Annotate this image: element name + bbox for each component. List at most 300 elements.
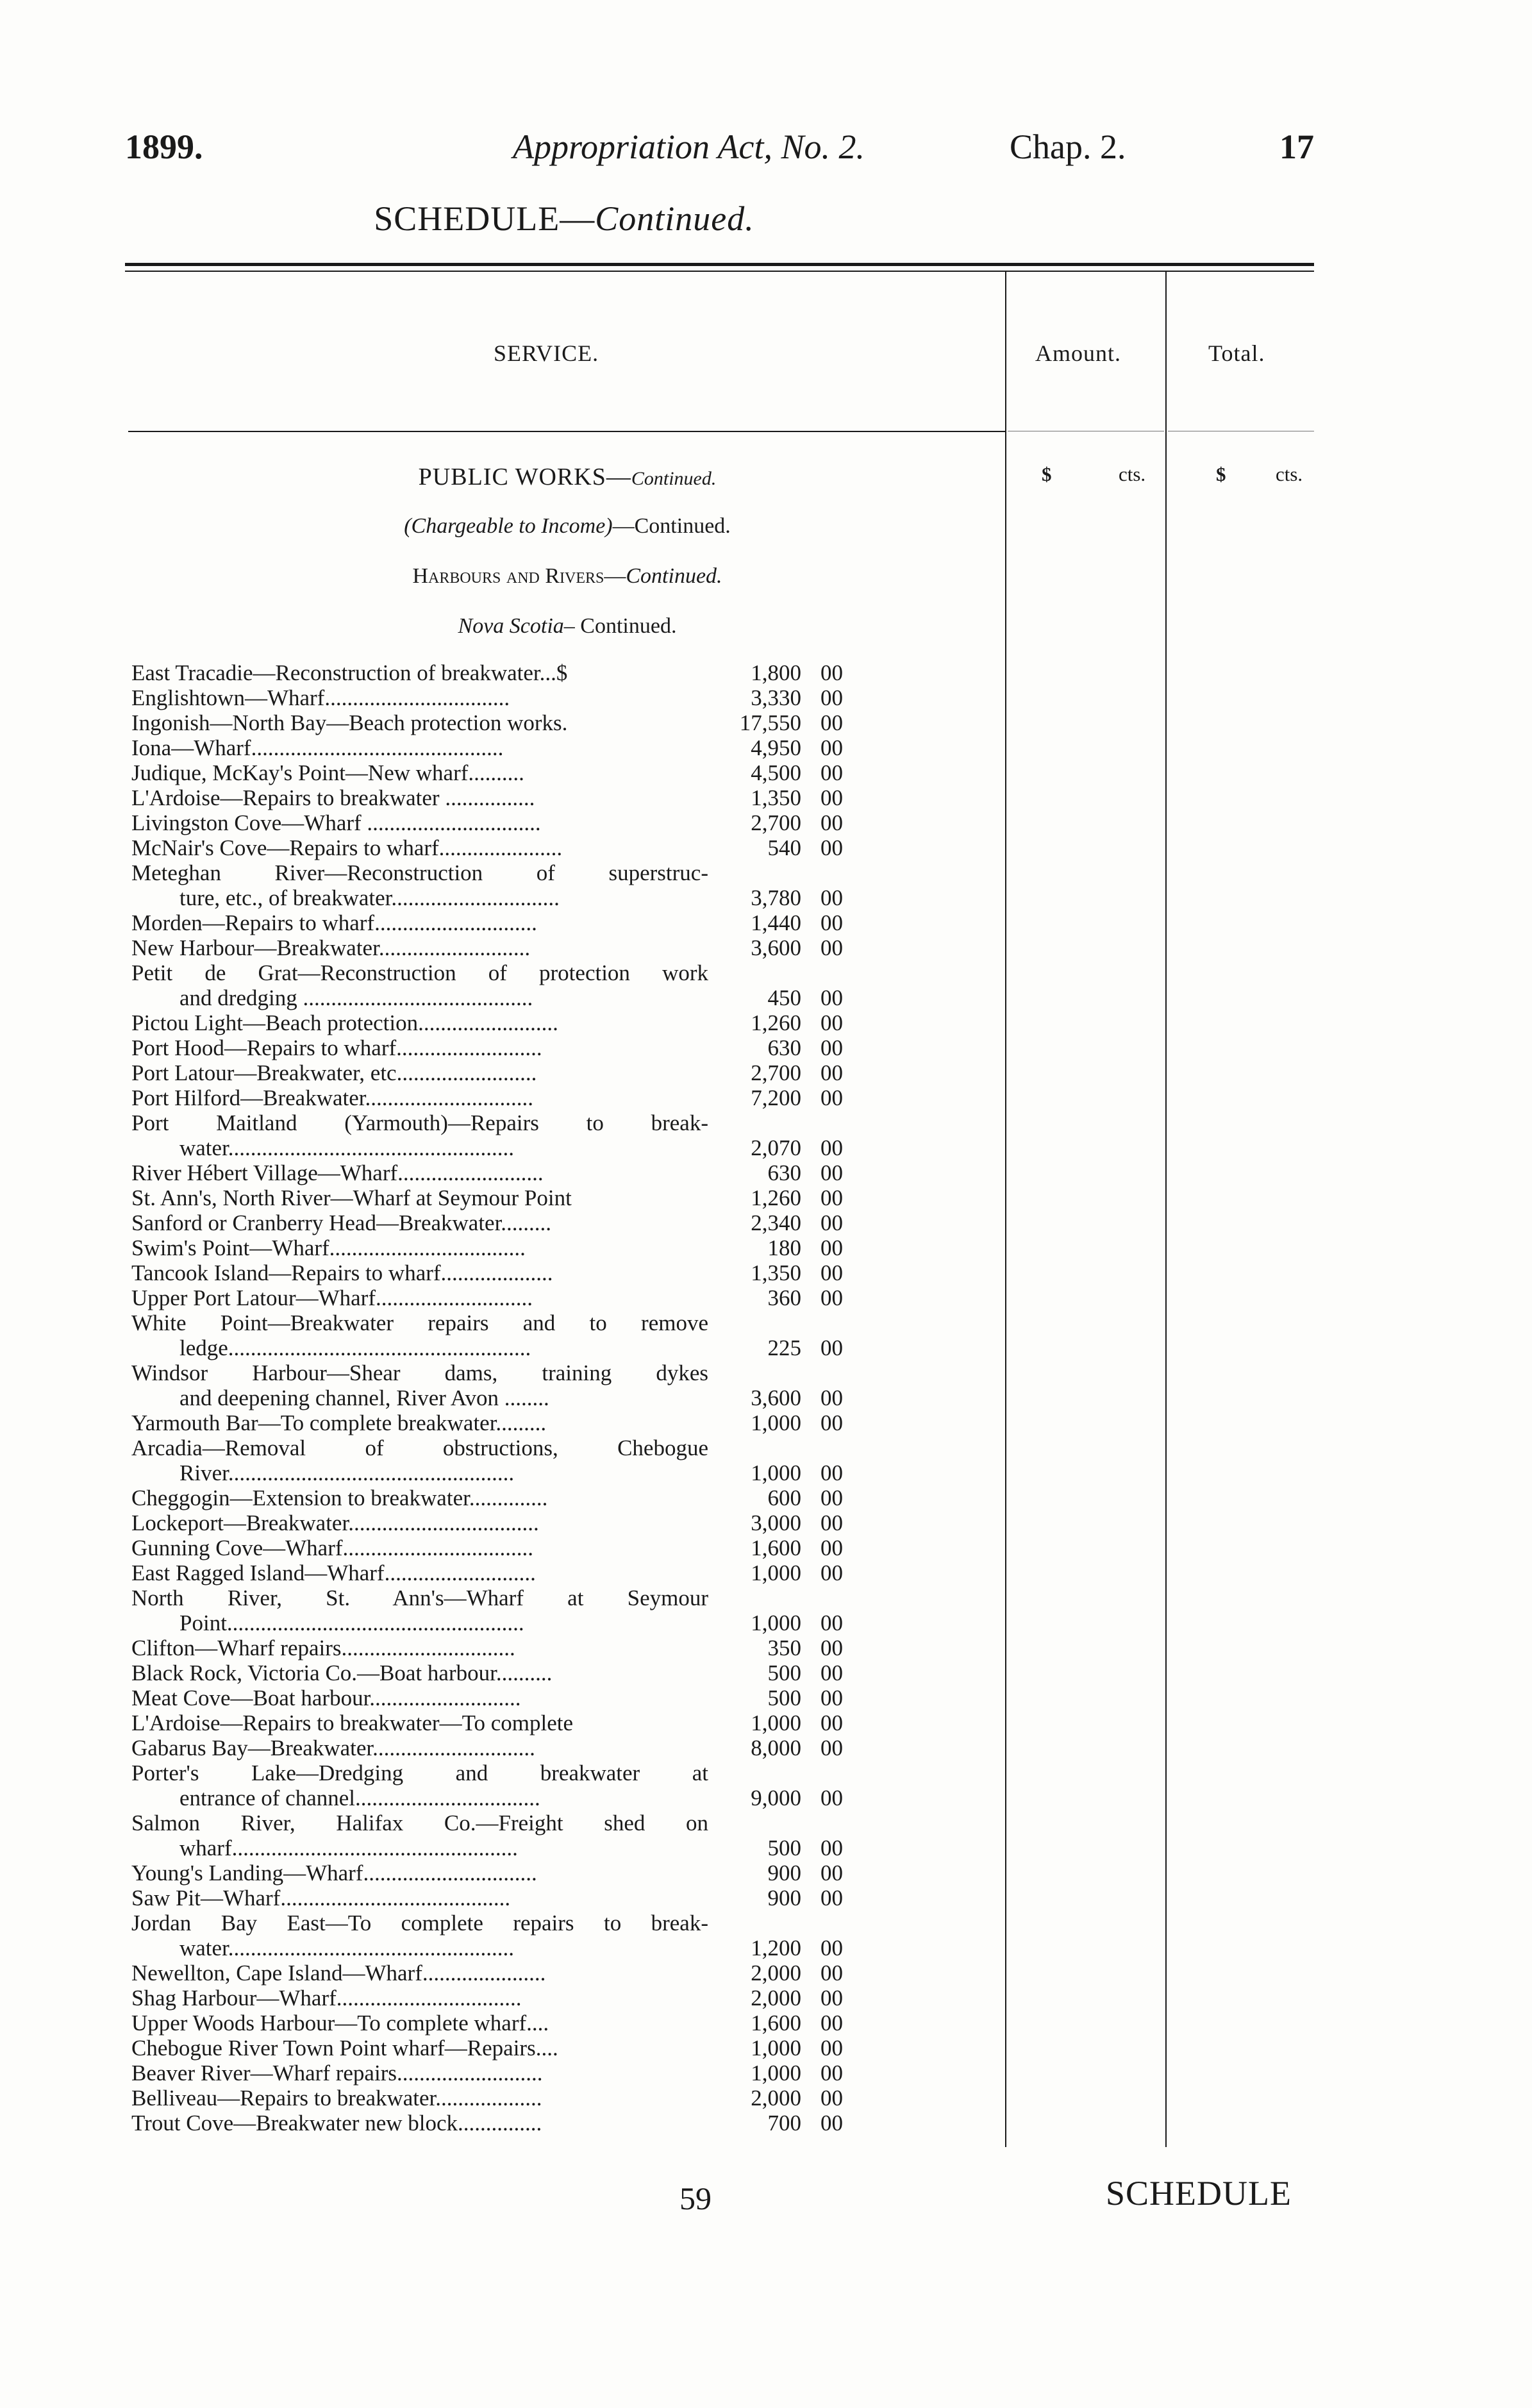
- entry-amount: [715, 685, 843, 710]
- entry-dollars: 3,780: [751, 885, 801, 910]
- table-row: [131, 860, 843, 885]
- entry-dollars: 1,260: [751, 1185, 801, 1210]
- column-divider-total: [1165, 272, 1167, 2147]
- entry-cents: 00: [820, 1285, 843, 1310]
- entry-description: Upper Woods Harbour—To complete wharf....: [131, 2011, 549, 2036]
- amount-cents-unit: cts.: [1119, 463, 1146, 485]
- table-row: [131, 1635, 843, 1660]
- entry-amount: [715, 2061, 843, 2086]
- table-row: [131, 1610, 843, 1635]
- entry-description: St. Ann's, North River—Wharf at Seymour Point: [131, 1185, 572, 1210]
- entry-cents: 00: [820, 1160, 843, 1185]
- entry-amount: [715, 1961, 843, 1986]
- entry-dollars: 500: [767, 1835, 801, 1860]
- entry-dollars: 1,000: [751, 1710, 801, 1735]
- table-row: [131, 960, 843, 985]
- entry-dollars: 3,330: [751, 685, 801, 710]
- entry-description: and deepening channel, River Avon ........: [179, 1385, 549, 1410]
- entry-dollars: 1,600: [751, 2011, 801, 2036]
- entry-cents: 00: [820, 1835, 843, 1860]
- entry-description: White Point—Breakwater repairs and to remove: [131, 1310, 708, 1335]
- entry-description: Gabarus Bay—Breakwater.............................: [131, 1735, 535, 1760]
- entry-cents: 00: [820, 2011, 843, 2036]
- entry-amount: [715, 1310, 843, 1335]
- entry-amount: [715, 1785, 843, 1810]
- entry-dollars: 700: [767, 2111, 801, 2136]
- entry-description: Upper Port Latour—Wharf............................: [131, 1285, 533, 1310]
- entry-dollars: 4,500: [751, 760, 801, 785]
- entry-dollars: 2,000: [751, 1961, 801, 1986]
- running-head: [125, 127, 1314, 172]
- entry-amount: [715, 1510, 843, 1535]
- entry-cents: 00: [820, 1485, 843, 1510]
- entry-description: Lockeport—Breakwater..................................: [131, 1510, 539, 1535]
- entry-description: Yarmouth Bar—To complete breakwater.........: [131, 1410, 547, 1435]
- entry-cents: 00: [820, 1460, 843, 1485]
- table-row: [131, 1885, 843, 1911]
- entry-dollars: 3,600: [751, 1385, 801, 1410]
- entry-amount: [715, 785, 843, 810]
- column-heading-amount: Amount.: [1035, 340, 1122, 366]
- entry-amount: [715, 1610, 843, 1635]
- entry-amount: [715, 1560, 843, 1585]
- entry-cents: 00: [820, 1610, 843, 1635]
- entry-description: Ingonish—North Bay—Beach protection works.: [131, 710, 568, 735]
- entry-cents: 00: [820, 1235, 843, 1260]
- entry-description: wharf...................................................: [179, 1835, 518, 1860]
- entry-amount: [715, 1760, 843, 1785]
- entry-dollars: 500: [767, 1660, 801, 1685]
- total-dollar-unit: $: [1216, 463, 1226, 485]
- column-heading-total: Total.: [1208, 340, 1265, 366]
- table-row: [131, 1460, 843, 1485]
- table-row: [131, 1260, 843, 1285]
- table-row: [131, 1385, 843, 1410]
- entry-cents: 00: [820, 935, 843, 960]
- table-row: [131, 1135, 843, 1160]
- table-row: [131, 1835, 843, 1860]
- top-rule-thick: [125, 263, 1314, 266]
- table-row: [131, 1760, 843, 1785]
- table-row: [131, 1285, 843, 1310]
- entry-amount: [715, 1535, 843, 1560]
- table-row: [131, 1785, 843, 1810]
- table-row: [131, 685, 843, 710]
- table-row: [131, 1535, 843, 1560]
- entry-cents: 00: [820, 1986, 843, 2011]
- entry-amount: [715, 1235, 843, 1260]
- entry-description: Porter's Lake—Dredging and breakwater at: [131, 1760, 708, 1785]
- entry-amount: [715, 1986, 843, 2011]
- entry-cents: 00: [820, 1560, 843, 1585]
- entry-dollars: 1,000: [751, 1410, 801, 1435]
- entry-dollars: 1,000: [751, 2036, 801, 2061]
- entry-dollars: 2,700: [751, 810, 801, 835]
- entry-description: Clifton—Wharf repairs...............................: [131, 1635, 515, 1660]
- entry-description: Port Hilford—Breakwater..............................: [131, 1085, 533, 1110]
- entry-description: River...................................................: [179, 1460, 515, 1485]
- entry-amount: [715, 935, 843, 960]
- entry-cents: 00: [820, 1535, 843, 1560]
- entry-dollars: 1,000: [751, 2061, 801, 2086]
- entry-description: Black Rock, Victoria Co.—Boat harbour..........: [131, 1660, 553, 1685]
- entry-description: Beaver River—Wharf repairs..........................: [131, 2061, 543, 2086]
- entry-cents: 00: [820, 1510, 843, 1535]
- entry-description: Trout Cove—Breakwater new block...............: [131, 2111, 542, 2136]
- entry-amount: [715, 1460, 843, 1485]
- table-row: [131, 1986, 843, 2011]
- entry-amount: [715, 1185, 843, 1210]
- entry-amount: [715, 2111, 843, 2136]
- table-row: [131, 1936, 843, 1961]
- entry-cents: 00: [820, 885, 843, 910]
- entry-dollars: 900: [767, 1860, 801, 1885]
- entry-description: ledge......................................................: [179, 1335, 531, 1360]
- header-year: 1899.: [125, 128, 203, 166]
- entry-description: Windsor Harbour—Shear dams, training dykes: [131, 1360, 708, 1385]
- entry-cents: 00: [820, 660, 843, 685]
- table-row: [131, 1710, 843, 1735]
- table-row: [131, 2036, 843, 2061]
- entry-amount: [715, 710, 843, 735]
- table-row: [131, 1860, 843, 1885]
- folio-number: 59: [679, 2180, 712, 2216]
- top-rule-thin: [125, 271, 1314, 272]
- entry-description: Gunning Cove—Wharf..................................: [131, 1535, 534, 1560]
- entry-dollars: 17,550: [739, 710, 801, 735]
- table-row: [131, 1210, 843, 1235]
- section-harbours-rivers: Harbours and Rivers—Continued.: [412, 564, 722, 588]
- entry-amount: [715, 1835, 843, 1860]
- entry-dollars: 1,200: [751, 1936, 801, 1961]
- entry-dollars: 600: [767, 1485, 801, 1510]
- entry-amount: [715, 810, 843, 835]
- entry-description: North River, St. Ann's—Wharf at Seymour: [131, 1585, 708, 1610]
- entry-description: Arcadia—Removal of obstructions, Chebogue: [131, 1435, 708, 1460]
- table-row: [131, 910, 843, 935]
- entry-dollars: 500: [767, 1685, 801, 1710]
- schedule-title: SCHEDULE—Continued.: [374, 199, 754, 238]
- table-row: [131, 1085, 843, 1110]
- entry-cents: 00: [820, 2061, 843, 2086]
- entry-description: Sanford or Cranberry Head—Breakwater.........: [131, 1210, 552, 1235]
- entry-cents: 00: [820, 710, 843, 735]
- entry-amount: [715, 1710, 843, 1735]
- entry-dollars: 2,700: [751, 1060, 801, 1085]
- entry-amount: [715, 1335, 843, 1360]
- table-row: [131, 1335, 843, 1360]
- entry-amount: [715, 2011, 843, 2036]
- entry-description: L'Ardoise—Repairs to breakwater ................: [131, 785, 535, 810]
- entry-description: Shag Harbour—Wharf.................................: [131, 1986, 522, 2011]
- entry-cents: 00: [820, 1660, 843, 1685]
- table-row: [131, 2011, 843, 2036]
- column-divider-amount: [1005, 272, 1006, 2147]
- entry-description: New Harbour—Breakwater...........................: [131, 935, 531, 960]
- table-row: [131, 835, 843, 860]
- section-chargeable: (Chargeable to Income)—Continued.: [404, 514, 731, 538]
- table-row: [131, 1160, 843, 1185]
- table-row: [131, 1110, 843, 1135]
- entry-dollars: 1,440: [751, 910, 801, 935]
- entry-description: Point.....................................................: [179, 1610, 524, 1635]
- entry-dollars: 1,000: [751, 1560, 801, 1585]
- entry-cents: 00: [820, 1385, 843, 1410]
- entry-amount: [715, 2036, 843, 2061]
- table-row: [131, 1961, 843, 1986]
- entry-amount: [715, 1060, 843, 1085]
- entry-cents: 00: [820, 1860, 843, 1885]
- entry-description: Port Maitland (Yarmouth)—Repairs to break-: [131, 1110, 708, 1135]
- entry-amount: [715, 985, 843, 1010]
- entry-description: entrance of channel.................................: [179, 1785, 540, 1810]
- entry-dollars: 2,340: [751, 1210, 801, 1235]
- table-row: [131, 2111, 843, 2136]
- entry-cents: 00: [820, 1260, 843, 1285]
- table-row: [131, 2061, 843, 2086]
- entry-amount: [715, 1685, 843, 1710]
- entry-amount: [715, 1360, 843, 1385]
- entry-description: Livingston Cove—Wharf ...............................: [131, 810, 541, 835]
- entry-cents: 00: [820, 2086, 843, 2111]
- entry-amount: [715, 1085, 843, 1110]
- entry-dollars: 1,000: [751, 1460, 801, 1485]
- header-chapter: Chap. 2.: [1010, 128, 1126, 166]
- entry-amount: [715, 1936, 843, 1961]
- entry-amount: [715, 910, 843, 935]
- entry-amount: [715, 2086, 843, 2111]
- entry-dollars: 900: [767, 1885, 801, 1911]
- entry-description: Newellton, Cape Island—Wharf......................: [131, 1961, 546, 1986]
- entry-dollars: 2,000: [751, 2086, 801, 2111]
- entry-cents: 00: [820, 2111, 843, 2136]
- entry-description: Meat Cove—Boat harbour...........................: [131, 1685, 521, 1710]
- entry-cents: 00: [820, 810, 843, 835]
- entry-cents: 00: [820, 1060, 843, 1085]
- entry-cents: 00: [820, 735, 843, 760]
- entry-dollars: 225: [767, 1335, 801, 1360]
- entry-cents: 00: [820, 785, 843, 810]
- table-row: [131, 935, 843, 960]
- entry-dollars: 8,000: [751, 1735, 801, 1760]
- entry-amount: [715, 1435, 843, 1460]
- entry-dollars: 180: [767, 1235, 801, 1260]
- entry-description: Meteghan River—Reconstruction of superstruc-: [131, 860, 708, 885]
- entry-amount: [715, 1810, 843, 1835]
- table-row: [131, 1510, 843, 1535]
- entry-cents: 00: [820, 1010, 843, 1035]
- table-row: [131, 1560, 843, 1585]
- entry-cents: 00: [820, 1085, 843, 1110]
- entry-description: Saw Pit—Wharf.........................................: [131, 1885, 511, 1911]
- entry-amount: [715, 1635, 843, 1660]
- entry-cents: 00: [820, 1685, 843, 1710]
- header-rule: [128, 431, 1006, 432]
- entry-description: Salmon River, Halifax Co.—Freight shed on: [131, 1810, 708, 1835]
- entry-description: ture, etc., of breakwater..............................: [179, 885, 560, 910]
- table-row: [131, 1010, 843, 1035]
- entry-description: Young's Landing—Wharf...............................: [131, 1860, 537, 1885]
- entry-dollars: 2,000: [751, 1986, 801, 2011]
- entry-description: Jordan Bay East—To complete repairs to break-: [131, 1911, 708, 1936]
- entry-amount: [715, 1860, 843, 1885]
- entry-description: McNair's Cove—Repairs to wharf......................: [131, 835, 563, 860]
- entry-amount: [715, 1135, 843, 1160]
- entry-amount: [715, 1010, 843, 1035]
- entry-amount: [715, 1485, 843, 1510]
- table-row: [131, 785, 843, 810]
- table-row: [131, 885, 843, 910]
- entry-amount: [715, 960, 843, 985]
- entry-cents: 00: [820, 1410, 843, 1435]
- entry-description: L'Ardoise—Repairs to breakwater—To complete: [131, 1710, 574, 1735]
- entry-amount: [715, 1285, 843, 1310]
- entry-amount: [715, 1885, 843, 1911]
- table-row: [131, 1735, 843, 1760]
- entry-cents: 00: [820, 1185, 843, 1210]
- entry-description: water...................................................: [179, 1135, 515, 1160]
- entry-amount: [715, 735, 843, 760]
- entry-amount: [715, 1660, 843, 1685]
- table-row: [131, 1360, 843, 1385]
- table-row: [131, 1485, 843, 1510]
- table-row: [131, 985, 843, 1010]
- entry-description: Port Hood—Repairs to wharf..........................: [131, 1035, 542, 1060]
- entry-amount: [715, 760, 843, 785]
- entry-amount: [715, 1911, 843, 1936]
- entry-dollars: 7,200: [751, 1085, 801, 1110]
- entry-cents: 00: [820, 1135, 843, 1160]
- entry-description: East Ragged Island—Wharf...........................: [131, 1560, 536, 1585]
- entry-dollars: 3,000: [751, 1510, 801, 1535]
- entry-cents: 00: [820, 685, 843, 710]
- entry-dollars: 1,600: [751, 1535, 801, 1560]
- table-row: [131, 1810, 843, 1835]
- entry-amount: [715, 885, 843, 910]
- column-heading-service: SERVICE.: [494, 340, 599, 366]
- entry-description: water...................................................: [179, 1936, 515, 1961]
- entry-description: Petit de Grat—Reconstruction of protection work: [131, 960, 708, 985]
- entry-description: and dredging .........................................: [179, 985, 533, 1010]
- table-row: [131, 1035, 843, 1060]
- table-row: [131, 1235, 843, 1260]
- table-row: [131, 810, 843, 835]
- entry-description: Chebogue River Town Point wharf—Repairs....: [131, 2036, 558, 2061]
- entry-description: Iona—Wharf.............................................: [131, 735, 504, 760]
- entry-cents: 00: [820, 1785, 843, 1810]
- entry-description: River Hébert Village—Wharf..........................: [131, 1160, 544, 1185]
- entry-amount: [715, 1735, 843, 1760]
- entry-description: East Tracadie—Reconstruction of breakwater...$: [131, 660, 568, 685]
- entry-cents: 00: [820, 1885, 843, 1911]
- entry-amount: [715, 660, 843, 685]
- entry-dollars: 1,800: [751, 660, 801, 685]
- section-province: Nova Scotia– Continued.: [458, 614, 677, 638]
- entry-description: Pictou Light—Beach protection.........................: [131, 1010, 558, 1035]
- header-page-number: 17: [1279, 128, 1314, 166]
- entry-amount: [715, 1585, 843, 1610]
- entry-amount: [715, 1110, 843, 1135]
- entry-cents: 00: [820, 1961, 843, 1986]
- entry-description: Port Latour—Breakwater, etc.........................: [131, 1060, 537, 1085]
- entry-dollars: 360: [767, 1285, 801, 1310]
- entry-cents: 00: [820, 1210, 843, 1235]
- entry-description: Tancook Island—Repairs to wharf....................: [131, 1260, 553, 1285]
- entry-amount: [715, 1385, 843, 1410]
- table-row: [131, 1585, 843, 1610]
- table-row: [131, 1911, 843, 1936]
- table-row: [131, 1060, 843, 1085]
- entry-description: Morden—Repairs to wharf.............................: [131, 910, 537, 935]
- header-title: Appropriation Act, No. 2.: [513, 128, 865, 166]
- entry-dollars: 630: [767, 1035, 801, 1060]
- table-row: [131, 1185, 843, 1210]
- table-row: [131, 1410, 843, 1435]
- entry-amount: [715, 1160, 843, 1185]
- entry-dollars: 9,000: [751, 1785, 801, 1810]
- entry-dollars: 630: [767, 1160, 801, 1185]
- table-row: [131, 760, 843, 785]
- entry-cents: 00: [820, 1936, 843, 1961]
- entry-amount: [715, 1035, 843, 1060]
- entry-cents: 00: [820, 985, 843, 1010]
- entry-cents: 00: [820, 1635, 843, 1660]
- entry-dollars: 3,600: [751, 935, 801, 960]
- table-row: [131, 1310, 843, 1335]
- entry-cents: 00: [820, 1710, 843, 1735]
- table-row: [131, 1660, 843, 1685]
- entry-dollars: 450: [767, 985, 801, 1010]
- entry-description: Swim's Point—Wharf...................................: [131, 1235, 526, 1260]
- table-row: [131, 1435, 843, 1460]
- entry-description: Cheggogin—Extension to breakwater..............: [131, 1485, 548, 1510]
- entry-cents: 00: [820, 1335, 843, 1360]
- entry-description: Englishtown—Wharf.................................: [131, 685, 510, 710]
- section-public-works: PUBLIC WORKS—Continued.: [418, 464, 717, 490]
- entry-dollars: 1,350: [751, 785, 801, 810]
- entry-description: Judique, McKay's Point—New wharf..........: [131, 760, 524, 785]
- entry-description: Belliveau—Repairs to breakwater...................: [131, 2086, 542, 2111]
- amount-dollar-unit: $: [1042, 463, 1052, 485]
- entry-amount: [715, 1260, 843, 1285]
- table-row: [131, 710, 843, 735]
- entry-amount: [715, 860, 843, 885]
- entry-cents: 00: [820, 835, 843, 860]
- entry-amount: [715, 835, 843, 860]
- entry-dollars: 350: [767, 1635, 801, 1660]
- entry-dollars: 540: [767, 835, 801, 860]
- appropriation-entries: [131, 660, 843, 2136]
- entry-amount: [715, 1410, 843, 1435]
- table-row: [131, 1685, 843, 1710]
- entry-cents: 00: [820, 760, 843, 785]
- entry-amount: [715, 1210, 843, 1235]
- table-row: [131, 2086, 843, 2111]
- entry-dollars: 1,350: [751, 1260, 801, 1285]
- entry-dollars: 1,000: [751, 1610, 801, 1635]
- entry-cents: 00: [820, 2036, 843, 2061]
- table-row: [131, 660, 843, 685]
- catchword: SCHEDULE: [1106, 2174, 1292, 2212]
- table-row: [131, 735, 843, 760]
- entry-dollars: 4,950: [751, 735, 801, 760]
- entry-cents: 00: [820, 1035, 843, 1060]
- entry-dollars: 2,070: [751, 1135, 801, 1160]
- entry-cents: 00: [820, 1735, 843, 1760]
- entry-cents: 00: [820, 910, 843, 935]
- total-cents-unit: cts.: [1276, 463, 1303, 485]
- entry-dollars: 1,260: [751, 1010, 801, 1035]
